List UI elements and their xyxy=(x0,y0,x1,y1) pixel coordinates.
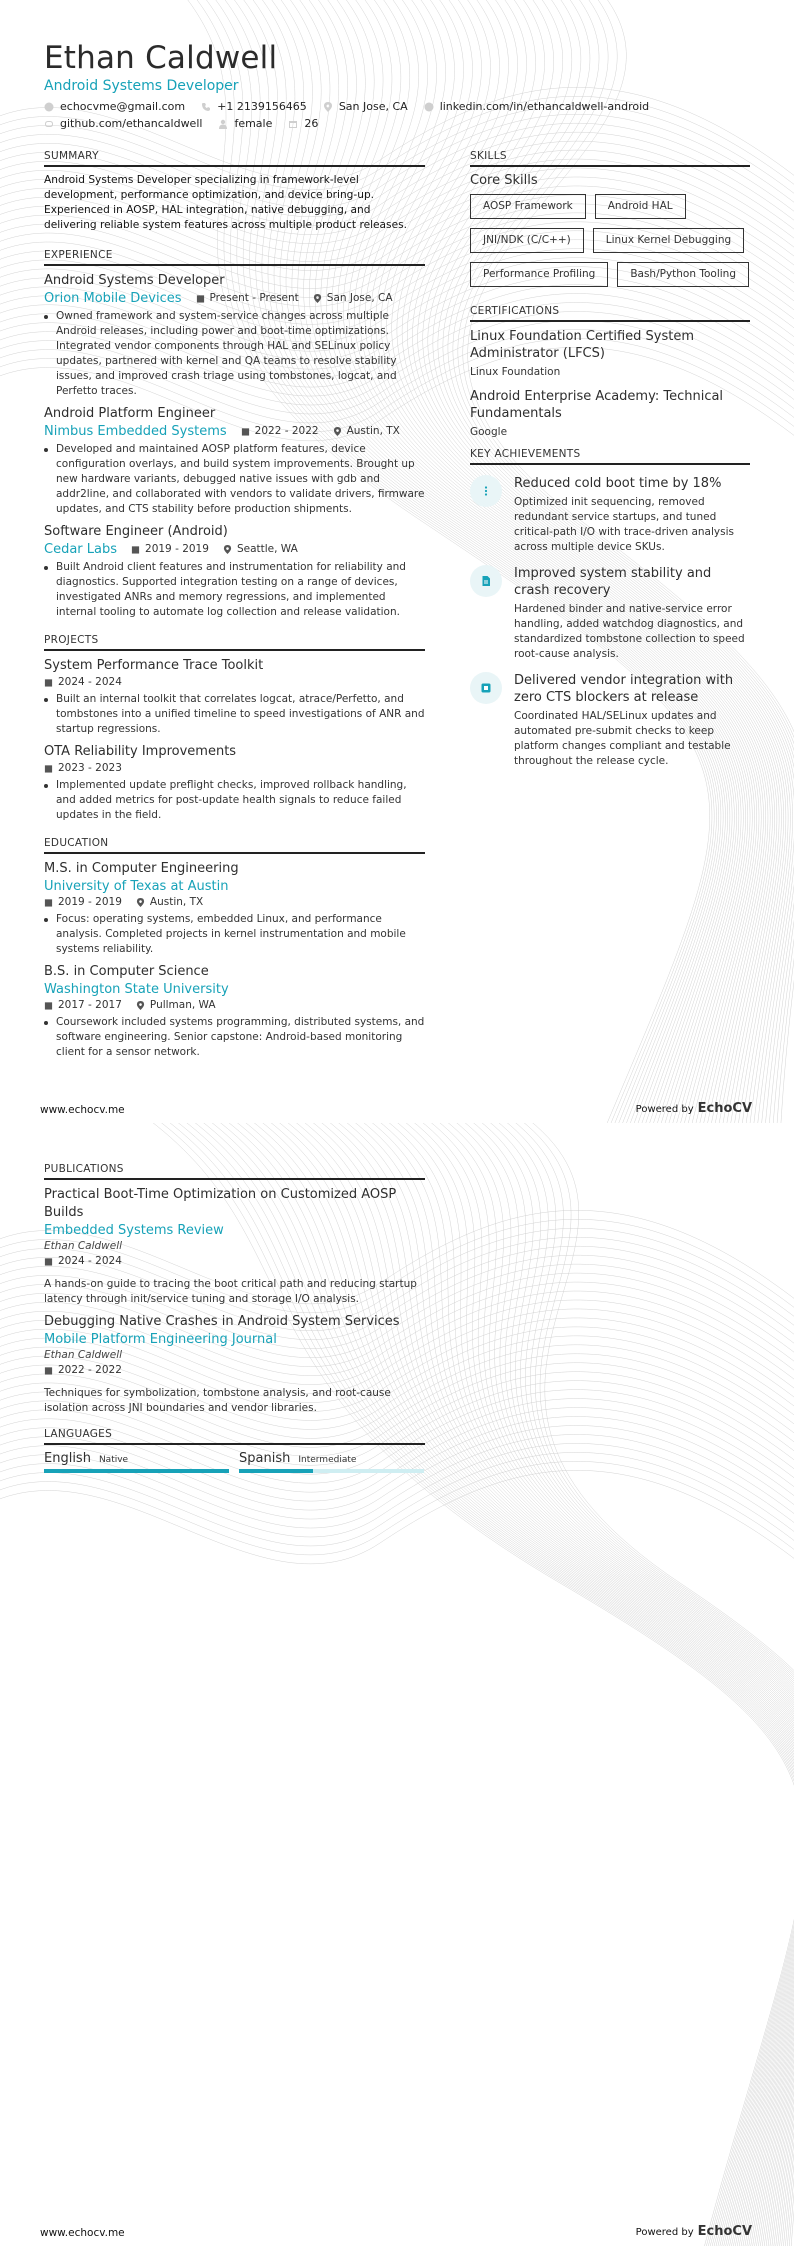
skill-group-title: Core Skills xyxy=(470,173,538,188)
job-title: Software Engineer (Android) xyxy=(44,524,228,539)
publication-title: Practical Boot-Time Optimization on Customized AOSP Builds xyxy=(44,1187,397,1220)
cert-issuer: Google xyxy=(470,426,508,438)
contact-phone[interactable]: +1 2139156465 xyxy=(201,100,307,113)
bullet-item: Owned framework and system-service changes across multiple Android releases, including power and boot-time optimizations. Integrated vendor components through HAL and SELinux policy updates, partnered with kernel and QA teams to resolve stability issues, and improved crash triage using tombstones, logcat, and Perfetto traces. xyxy=(44,309,425,399)
date-range: 2019 - 2019 xyxy=(131,542,209,557)
calendar-icon xyxy=(44,1366,53,1375)
calendar-icon xyxy=(44,764,53,773)
school-name: Washington State University xyxy=(44,982,229,997)
footer-brand[interactable]: EchoCV xyxy=(697,2224,752,2239)
achievement-title: Reduced cold boot time by 18% xyxy=(514,476,722,491)
achievement-text: Coordinated HAL/SELinux updates and automated pre-submit checks to keep platform changes compliant and testable throughout the release cycle. xyxy=(514,710,731,767)
language-level: Intermediate xyxy=(298,1455,357,1465)
school-name: University of Texas at Austin xyxy=(44,879,229,894)
contact-location: San Jose, CA xyxy=(323,100,408,113)
degree-name: B.S. in Computer Science xyxy=(44,964,209,979)
degree-name: M.S. in Computer Engineering xyxy=(44,861,239,876)
achievement-item xyxy=(470,565,750,662)
projects-section xyxy=(44,634,425,823)
language-name: Spanish xyxy=(239,1451,291,1466)
publication-venue: Mobile Platform Engineering Journal xyxy=(44,1332,277,1347)
contact-row-1 xyxy=(44,100,649,113)
publications-section xyxy=(44,1163,425,1416)
right-column xyxy=(470,150,750,779)
language-proficiency-bar xyxy=(239,1469,424,1473)
calendar-icon xyxy=(241,427,250,436)
date-range: 2019 - 2019 xyxy=(44,895,122,910)
calendar-icon xyxy=(44,1257,53,1266)
experience-item xyxy=(44,272,425,399)
section-title: PUBLICATIONS xyxy=(44,1163,425,1180)
job-location: San Jose, CA xyxy=(313,291,393,306)
section-title: SKILLS xyxy=(470,150,750,167)
location-icon xyxy=(223,545,232,554)
candidate-name: Ethan Caldwell xyxy=(44,40,278,76)
document-icon xyxy=(480,575,492,587)
experience-item xyxy=(44,523,425,620)
summary-text: Android Systems Developer specializing in framework-level development, performance optimization, and device bring-up. Experienced in AOSP, HAL integration, native debugging, and delivering reliable system features across multiple product releases. xyxy=(44,174,407,231)
job-location: Seattle, WA xyxy=(223,542,298,557)
bullet-item: Developed and maintained AOSP platform features, device configuration overlays, and build system improvements. Brought up new hardware variants, debugged native issues with gdb and addr2line, and collaborated with vendors to validate drivers, firmware updates, and CTS stability before production shipments. xyxy=(44,442,425,517)
project-item xyxy=(44,743,425,823)
skill-tag: Linux Kernel Debugging xyxy=(593,228,744,253)
publication-description: Techniques for symbolization, tombstone analysis, and root-cause isolation across JNI boundaries and vendor libraries. xyxy=(44,1387,391,1414)
date-range: 2024 - 2024 xyxy=(44,675,122,690)
project-name: System Performance Trace Toolkit xyxy=(44,658,264,673)
skill-tags xyxy=(470,194,750,287)
calendar-icon xyxy=(196,294,205,303)
company-name: Orion Mobile Devices xyxy=(44,291,182,306)
link-icon xyxy=(44,119,54,129)
date-range: 2022 - 2022 xyxy=(241,424,319,439)
skill-tag: Android HAL xyxy=(595,194,686,219)
achievement-item xyxy=(470,672,750,769)
linkedin-icon xyxy=(424,102,434,112)
calendar-icon xyxy=(44,678,53,687)
person-icon xyxy=(218,119,228,129)
publication-title: Debugging Native Crashes in Android System Services xyxy=(44,1314,400,1329)
date-range: Present - Present xyxy=(196,291,299,306)
language-item xyxy=(44,1451,229,1473)
job-title: Android Platform Engineer xyxy=(44,406,216,421)
date-range: 2017 - 2017 xyxy=(44,998,122,1013)
footer-powered-by: Powered by EchoCV xyxy=(635,2224,752,2239)
date-range: 2023 - 2023 xyxy=(44,761,122,776)
skill-tag: Bash/Python Tooling xyxy=(617,262,749,287)
section-title: CERTIFICATIONS xyxy=(470,305,750,322)
company-name: Cedar Labs xyxy=(44,542,118,557)
footer-brand[interactable]: EchoCV xyxy=(697,1101,752,1116)
left-column xyxy=(44,1163,425,1473)
section-title: LANGUAGES xyxy=(44,1428,425,1445)
calendar-icon xyxy=(288,119,298,129)
section-title: SUMMARY xyxy=(44,150,425,167)
publication-item xyxy=(44,1186,425,1307)
section-title: PROJECTS xyxy=(44,634,425,651)
skills-section xyxy=(470,150,750,287)
language-proficiency-fill xyxy=(239,1469,313,1473)
location-icon xyxy=(313,294,322,303)
footer-site-link[interactable]: www.echocv.me xyxy=(40,2227,125,2239)
location-icon xyxy=(136,1001,145,1010)
footer-powered-by: Powered by EchoCV xyxy=(635,1101,752,1116)
cert-name: Linux Foundation Certified System Administrator (LFCS) xyxy=(470,329,695,361)
contact-email[interactable]: echocvme@gmail.com xyxy=(44,100,185,113)
section-title: EDUCATION xyxy=(44,837,425,854)
skill-tag: AOSP Framework xyxy=(470,194,586,219)
date-range: 2024 - 2024 xyxy=(44,1254,122,1269)
achievements-section xyxy=(470,448,750,769)
email-icon xyxy=(44,102,54,112)
bullet-item: Built Android client features and instrumentation for reliability and diagnostics. Supported integration testing on a range of devices, investigated ANRs and memory regressions, and implemented internal tooling to automate log collection and release validation. xyxy=(44,560,425,620)
achievement-title: Delivered vendor integration with zero CTS blockers at release xyxy=(514,673,734,705)
school-location: Austin, TX xyxy=(136,895,203,910)
calendar-icon xyxy=(131,545,140,554)
achievement-item xyxy=(470,475,750,555)
chip-icon xyxy=(480,682,492,694)
project-name: OTA Reliability Improvements xyxy=(44,744,237,759)
publication-item xyxy=(44,1313,425,1416)
language-item xyxy=(239,1451,424,1473)
footer-site-link[interactable]: www.echocv.me xyxy=(40,1104,125,1116)
experience-section xyxy=(44,249,425,620)
publication-venue: Embedded Systems Review xyxy=(44,1223,224,1238)
contact-gender: female xyxy=(218,117,272,130)
language-proficiency-bar xyxy=(44,1469,229,1473)
publication-author: Ethan Caldwell xyxy=(44,1240,123,1252)
achievement-text: Hardened binder and native-service error handling, added watchdog diagnostics, and standardized tombstone collection to speed root-cause analysis. xyxy=(514,603,745,660)
section-title: EXPERIENCE xyxy=(44,249,425,266)
contact-github[interactable]: github.com/ethancaldwell xyxy=(44,117,202,130)
language-level: Native xyxy=(98,1455,129,1465)
education-item xyxy=(44,860,425,957)
location-icon xyxy=(136,898,145,907)
calendar-icon xyxy=(44,898,53,907)
school-location: Pullman, WA xyxy=(136,998,216,1013)
dots-icon xyxy=(480,485,492,497)
section-title: KEY ACHIEVEMENTS xyxy=(470,448,750,465)
publication-description: A hands-on guide to tracing the boot critical path and reducing startup latency through init/service tuning and storage I/O analysis. xyxy=(44,1278,417,1305)
skill-tag: JNI/NDK (C/C++) xyxy=(470,228,584,253)
achievement-text: Optimized init sequencing, removed redundant service startups, and tuned critical-path I/O with trace-driven analysis across multiple device SKUs. xyxy=(514,496,734,553)
job-title: Android Systems Developer xyxy=(44,273,225,288)
skill-tag: Performance Profiling xyxy=(470,262,608,287)
publication-author: Ethan Caldwell xyxy=(44,1349,123,1361)
project-item xyxy=(44,657,425,737)
languages-section xyxy=(44,1428,425,1473)
date-range: 2022 - 2022 xyxy=(44,1363,122,1378)
job-location: Austin, TX xyxy=(333,424,400,439)
resume-page-2 xyxy=(0,1123,794,2246)
education-item xyxy=(44,963,425,1060)
cert-issuer: Linux Foundation xyxy=(470,366,561,378)
candidate-role: Android Systems Developer xyxy=(44,78,239,94)
contact-age: 26 xyxy=(288,117,318,130)
bullet-item: Built an internal toolkit that correlates logcat, atrace/Perfetto, and tombstones into a unified timeline to speed investigations of ANR and startup regressions. xyxy=(44,692,425,737)
location-icon xyxy=(333,427,342,436)
phone-icon xyxy=(201,102,211,112)
achievement-title: Improved system stability and crash recovery xyxy=(514,566,712,598)
calendar-icon xyxy=(44,1001,53,1010)
company-name: Nimbus Embedded Systems xyxy=(44,424,227,439)
education-section xyxy=(44,837,425,1060)
contact-row-2 xyxy=(44,117,318,130)
contact-linkedin[interactable]: linkedin.com/in/ethancaldwell-android xyxy=(424,100,649,113)
language-proficiency-fill xyxy=(44,1469,229,1473)
certifications-section xyxy=(470,305,750,438)
bullet-item: Focus: operating systems, embedded Linux, and performance analysis. Completed projects in kernel instrumentation and mobile systems reliability. xyxy=(44,912,425,957)
bullet-item: Coursework included systems programming, distributed systems, and software engineering. Senior capstone: Android-based monitoring client for a sensor network. xyxy=(44,1015,425,1060)
cert-name: Android Enterprise Academy: Technical Fundamentals xyxy=(470,389,724,421)
location-icon xyxy=(323,102,333,112)
left-column xyxy=(44,150,425,1066)
summary-section xyxy=(44,150,425,233)
experience-item xyxy=(44,405,425,517)
language-name: English xyxy=(44,1451,91,1466)
bullet-item: Implemented update preflight checks, improved rollback handling, and added metrics for post-update health signals to reduce failed updates in the field. xyxy=(44,778,425,823)
